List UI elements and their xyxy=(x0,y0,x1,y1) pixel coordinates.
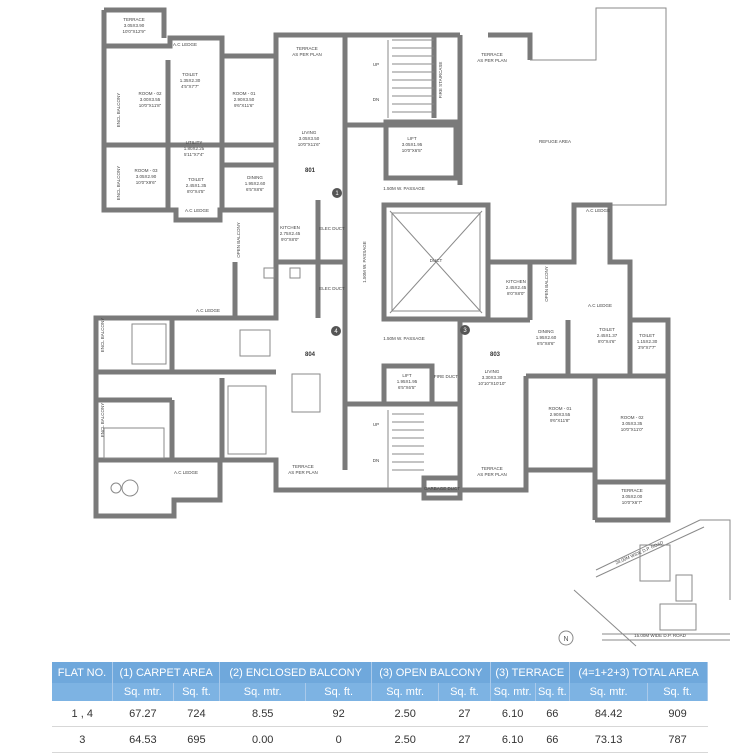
svg-text:3: 3 xyxy=(463,328,467,334)
svg-text:TOILET: TOILET xyxy=(639,333,655,338)
table-cell: 66 xyxy=(535,727,569,753)
svg-text:4: 4 xyxy=(334,329,338,335)
svg-text:LIVING: LIVING xyxy=(484,369,500,374)
table-cell: 0.00 xyxy=(220,727,306,753)
subheader-cell: Sq. mtr. xyxy=(372,683,439,701)
table-cell: 724 xyxy=(173,701,219,727)
table-cell: 6.10 xyxy=(490,727,535,753)
svg-text:8'0"X4'5": 8'0"X4'5" xyxy=(187,189,205,194)
subheader-cell: Sq. mtr. xyxy=(570,683,648,701)
svg-text:8'0"X4'6": 8'0"X4'6" xyxy=(598,339,616,344)
svg-text:REFUGE AREA: REFUGE AREA xyxy=(538,139,572,144)
svg-text:3.05X3.35: 3.05X3.35 xyxy=(621,421,643,426)
table-cell: 66 xyxy=(535,701,569,727)
subheader-cell: Sq. mtr. xyxy=(220,683,306,701)
table-cell: 2.50 xyxy=(372,701,439,727)
svg-text:AS PER PLAN: AS PER PLAN xyxy=(292,52,322,57)
header-cell: (3) TERRACE xyxy=(490,662,569,683)
svg-text:KITCHEN: KITCHEN xyxy=(280,225,300,230)
svg-text:ROOM - 02: ROOM - 02 xyxy=(138,91,162,96)
svg-text:1.95X1.95: 1.95X1.95 xyxy=(396,379,418,384)
svg-text:2.90X3.50: 2.90X3.50 xyxy=(233,97,255,102)
svg-text:1.50M W. PASSAGE: 1.50M W. PASSAGE xyxy=(383,186,425,191)
svg-text:24.00M WIDE D.P. ROAD: 24.00M WIDE D.P. ROAD xyxy=(614,539,665,566)
flat-no-cell: 3 xyxy=(52,727,113,753)
svg-text:UP: UP xyxy=(372,62,380,67)
svg-text:OPEN BALCONY: OPEN BALCONY xyxy=(236,222,241,258)
svg-text:10'0"X12'9": 10'0"X12'9" xyxy=(122,29,146,34)
svg-text:10'10"X10'10": 10'10"X10'10" xyxy=(478,381,506,386)
svg-text:2.45X1.37: 2.45X1.37 xyxy=(596,333,618,338)
svg-text:15.00M WIDE D.P. ROAD: 15.00M WIDE D.P. ROAD xyxy=(634,633,686,638)
svg-text:3'9"X7'7": 3'9"X7'7" xyxy=(638,345,656,350)
flat-no-cell: 1 , 4 xyxy=(52,701,113,727)
svg-text:9'6"X11'8": 9'6"X11'8" xyxy=(549,418,571,423)
svg-text:DINING: DINING xyxy=(247,175,263,180)
svg-text:ELEC DUCT: ELEC DUCT xyxy=(319,286,345,291)
svg-text:10'0"X11'8": 10'0"X11'8" xyxy=(138,103,162,108)
svg-text:5'11"X7'4": 5'11"X7'4" xyxy=(183,152,205,157)
svg-text:ROOM - 01: ROOM - 01 xyxy=(232,91,256,96)
flat-number: 804 xyxy=(304,352,316,358)
svg-text:2.90X3.55: 2.90X3.55 xyxy=(549,412,571,417)
svg-text:AS PER PLAN: AS PER PLAN xyxy=(288,470,318,475)
table-cell: 909 xyxy=(648,701,708,727)
svg-text:1.35X2.30: 1.35X2.30 xyxy=(179,78,201,83)
svg-text:9'6"X11'6": 9'6"X11'6" xyxy=(233,103,255,108)
table-cell: 27 xyxy=(439,701,490,727)
header-cell: (1) CARPET AREA xyxy=(113,662,220,683)
svg-text:A.C LEDGE: A.C LEDGE xyxy=(184,208,210,213)
header-cell: (3) OPEN BALCONY xyxy=(372,662,491,683)
svg-text:AS PER PLAN: AS PER PLAN xyxy=(477,472,507,477)
north-icon: N xyxy=(563,636,569,643)
staircase-bottom xyxy=(388,410,424,488)
table-cell: 8.55 xyxy=(220,701,306,727)
header-cell: (2) ENCLOSED BALCONY xyxy=(220,662,372,683)
svg-text:A.C LEDGE: A.C LEDGE xyxy=(587,303,613,308)
table-cell: 64.53 xyxy=(113,727,174,753)
svg-text:3.05X3.90: 3.05X3.90 xyxy=(123,23,145,28)
table-cell: 67.27 xyxy=(113,701,174,727)
svg-text:AS PER PLAN: AS PER PLAN xyxy=(477,58,507,63)
table-cell: 2.50 xyxy=(372,727,439,753)
svg-text:ROOM - 01: ROOM - 01 xyxy=(548,406,572,411)
svg-text:3.05X2.00: 3.05X2.00 xyxy=(621,494,643,499)
svg-text:TERRACE: TERRACE xyxy=(621,488,643,493)
svg-text:3.05X3.50: 3.05X3.50 xyxy=(298,136,320,141)
svg-text:ROOM - 03: ROOM - 03 xyxy=(134,168,158,173)
svg-text:1.95X2.60: 1.95X2.60 xyxy=(535,335,557,340)
svg-text:A.C LEDGE: A.C LEDGE xyxy=(172,42,198,47)
svg-text:LIFT: LIFT xyxy=(407,136,417,141)
svg-text:LIVING: LIVING xyxy=(301,130,317,135)
header-cell: (4=1+2+3) TOTAL AREA xyxy=(570,662,708,683)
svg-text:ENCL BALCONY: ENCL BALCONY xyxy=(116,165,121,201)
svg-text:6'5"X6'5": 6'5"X6'5" xyxy=(398,385,416,390)
svg-text:8'0"X8'0": 8'0"X8'0" xyxy=(507,291,525,296)
svg-text:1.50M W. PASSAGE: 1.50M W. PASSAGE xyxy=(383,336,425,341)
table-cell: 0 xyxy=(306,727,372,753)
table-subheader-row xyxy=(52,683,708,701)
svg-text:A.C LEDGE: A.C LEDGE xyxy=(195,308,221,313)
svg-text:TERRACE: TERRACE xyxy=(481,466,503,471)
svg-text:GARBAGE DUCT: GARBAGE DUCT xyxy=(423,486,461,491)
staircase-top xyxy=(388,40,434,118)
svg-text:OPEN BALCONY: OPEN BALCONY xyxy=(544,266,549,302)
svg-text:2.45X2.45: 2.45X2.45 xyxy=(505,285,527,290)
svg-text:KITCHEN: KITCHEN xyxy=(506,279,526,284)
svg-text:UP: UP xyxy=(372,422,380,427)
svg-text:6'5"X8'6": 6'5"X8'6" xyxy=(537,341,555,346)
svg-text:LIFT: LIFT xyxy=(402,373,412,378)
svg-text:6'5"X8'6": 6'5"X8'6" xyxy=(246,187,264,192)
subheader-cell: Sq. mtr. xyxy=(490,683,535,701)
svg-text:10'0"X6'5": 10'0"X6'5" xyxy=(401,148,423,153)
svg-text:10'0"X9'6": 10'0"X9'6" xyxy=(135,180,157,185)
room-label: TERRACE xyxy=(123,17,145,22)
table-cell: 73.13 xyxy=(570,727,648,753)
svg-text:3.00X3.55: 3.00X3.55 xyxy=(139,97,161,102)
svg-text:4'5"X7'7": 4'5"X7'7" xyxy=(181,84,199,89)
table-header-row xyxy=(52,662,708,683)
table-cell: 84.42 xyxy=(570,701,648,727)
subheader-cell: Sq. ft. xyxy=(535,683,569,701)
key-plan xyxy=(559,520,730,646)
table-cell: 6.10 xyxy=(490,701,535,727)
table-cell: 92 xyxy=(306,701,372,727)
svg-text:10'0"X11'6": 10'0"X11'6" xyxy=(297,142,321,147)
svg-text:TERRACE: TERRACE xyxy=(292,464,314,469)
table-cell: 27 xyxy=(439,727,490,753)
table-row xyxy=(52,701,708,727)
svg-text:FIRE STAIRCASE: FIRE STAIRCASE xyxy=(438,61,443,99)
svg-text:DUCT: DUCT xyxy=(429,258,443,263)
svg-text:3.05X2.90: 3.05X2.90 xyxy=(135,174,157,179)
flat-number: 803 xyxy=(489,352,501,358)
svg-text:1.15X2.30: 1.15X2.30 xyxy=(636,339,658,344)
svg-text:1.95X2.60: 1.95X2.60 xyxy=(244,181,266,186)
subheader-cell: Sq. ft. xyxy=(173,683,219,701)
svg-text:1: 1 xyxy=(335,191,339,197)
svg-text:10'0"X6'7": 10'0"X6'7" xyxy=(621,500,643,505)
area-table xyxy=(52,662,708,753)
svg-text:TOILET: TOILET xyxy=(188,177,204,182)
table-cell: 787 xyxy=(648,727,708,753)
svg-text:DN: DN xyxy=(372,97,380,102)
svg-text:UTILITY: UTILITY xyxy=(185,140,203,145)
svg-text:A.C LEDGE: A.C LEDGE xyxy=(173,470,199,475)
svg-text:3.30X3.30: 3.30X3.30 xyxy=(481,375,503,380)
svg-text:ENCL BALCONY: ENCL BALCONY xyxy=(100,317,105,353)
table-row xyxy=(52,727,708,753)
subheader-cell: Sq. ft. xyxy=(306,683,372,701)
svg-text:9'0"X8'0": 9'0"X8'0" xyxy=(281,237,299,242)
svg-text:3.05X1.95: 3.05X1.95 xyxy=(401,142,423,147)
svg-text:TERRACE: TERRACE xyxy=(296,46,318,51)
svg-text:TOILET: TOILET xyxy=(182,72,198,77)
svg-text:10'0"X11'0": 10'0"X11'0" xyxy=(620,427,644,432)
svg-text:ROOM - 02: ROOM - 02 xyxy=(620,415,644,420)
svg-text:FIRE DUCT: FIRE DUCT xyxy=(434,374,458,379)
svg-text:2.75X2.45: 2.75X2.45 xyxy=(279,231,301,236)
svg-text:DINING: DINING xyxy=(538,329,554,334)
svg-text:2.45X1.35: 2.45X1.35 xyxy=(185,183,207,188)
flat-number: 801 xyxy=(304,168,316,174)
svg-text:TERRACE: TERRACE xyxy=(481,52,503,57)
svg-text:1.80X2.25: 1.80X2.25 xyxy=(183,146,205,151)
svg-text:A.C LEDGE: A.C LEDGE xyxy=(585,208,611,213)
flat-markers xyxy=(331,188,470,336)
subheader-cell: Sq. ft. xyxy=(439,683,490,701)
header-cell: FLAT NO. xyxy=(52,662,113,683)
svg-text:ENCL BALCONY: ENCL BALCONY xyxy=(116,92,121,128)
subheader-cell: Sq. mtr. xyxy=(113,683,174,701)
subheader-cell: Sq. ft. xyxy=(648,683,708,701)
svg-text:TOILET: TOILET xyxy=(599,327,615,332)
table-cell: 695 xyxy=(173,727,219,753)
svg-text:ELEC DUCT: ELEC DUCT xyxy=(319,226,345,231)
svg-text:DN: DN xyxy=(372,458,380,463)
svg-text:ENCL BALCONY: ENCL BALCONY xyxy=(100,402,105,438)
svg-text:1.50M W. PASSAGE: 1.50M W. PASSAGE xyxy=(362,241,367,283)
